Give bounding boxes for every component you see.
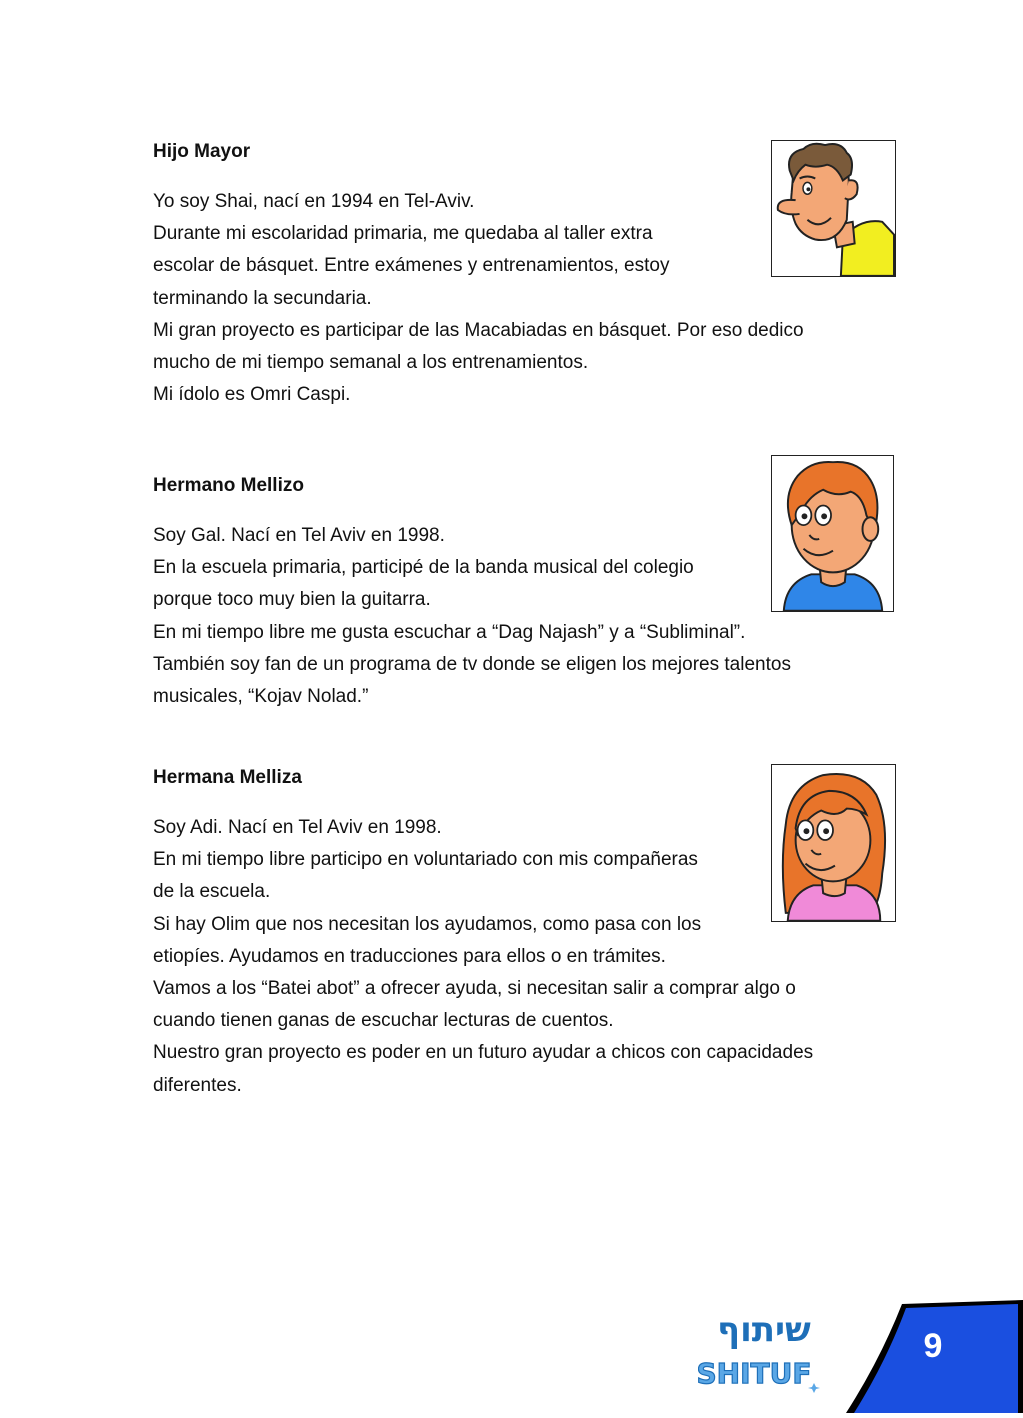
body-line: Durante mi escolaridad primaria, me quedaba al taller extra [153,223,653,245]
body-line: musicales, “Kojav Nolad.” [153,685,369,707]
section-heading: Hermana Melliza [153,767,302,788]
body-line: Vamos a los “Batei abot” a ofrecer ayuda, si necesitan salir a comprar algo o [153,977,796,999]
body-line: Yo soy Shai, nací en 1994 en Tel-Aviv. [153,191,475,212]
body-line: etiopíes. Ayudamos en traducciones para ellos o en trámites. [153,945,666,967]
body-line: cuando tienen ganas de escuchar lecturas de cuentos. [153,1010,614,1032]
body-line: diferentes. [153,1074,242,1096]
body-line: También soy fan de un programa de tv donde se eligen los mejores talentos [153,653,791,675]
portrait-hermano-mellizo [771,455,894,612]
portrait-hijo-mayor [771,140,896,277]
body-line: terminando la secundaria. [153,287,372,309]
section-heading: Hijo Mayor [153,141,251,162]
body-line: mucho de mi tiempo semanal a los entrenamientos. [153,351,589,373]
girl-pink-shirt-icon [772,765,895,921]
body-line: En la escuela primaria, participé de la banda musical del colegio [153,557,694,579]
boy-yellow-shirt-icon [772,141,895,276]
body-line: Nuestro gran proyecto es poder en un futuro ayudar a chicos con capacidades [153,1042,814,1064]
body-line: Soy Adi. Nací en Tel Aviv en 1998. [153,817,442,838]
logo-hebrew-text: שיתוף [717,1310,811,1350]
shituf-logo [698,1305,823,1395]
boy-blue-shirt-icon [772,456,893,611]
body-line: Mi gran proyecto es participar de las Macabiadas en básquet. Por eso dedico [153,319,804,341]
body-line: escolar de básquet. Entre exámenes y entrenamientos, estoy [153,255,670,277]
body-line: Mi ídolo es Omri Caspi. [153,384,351,406]
section-heading: Hermano Mellizo [153,475,304,496]
shituf-logo-icon [698,1305,823,1395]
body-line: Soy Gal. Nací en Tel Aviv en 1998. [153,525,445,546]
body-line: de la escuela. [153,881,271,903]
portrait-hermana-melliza [771,764,896,922]
body-line: En mi tiempo libre me gusta escuchar a “Dag Najash” y a “Subliminal”. [153,621,746,643]
logo-latin-text: SHITUF [698,1357,812,1390]
page-number: 9 [923,1327,943,1365]
body-line: porque toco muy bien la guitarra. [153,589,431,611]
body-line: En mi tiempo libre participo en voluntariado con mis compañeras [153,849,698,871]
body-line: Si hay Olim que nos necesitan los ayudamos, como pasa con los [153,913,702,935]
